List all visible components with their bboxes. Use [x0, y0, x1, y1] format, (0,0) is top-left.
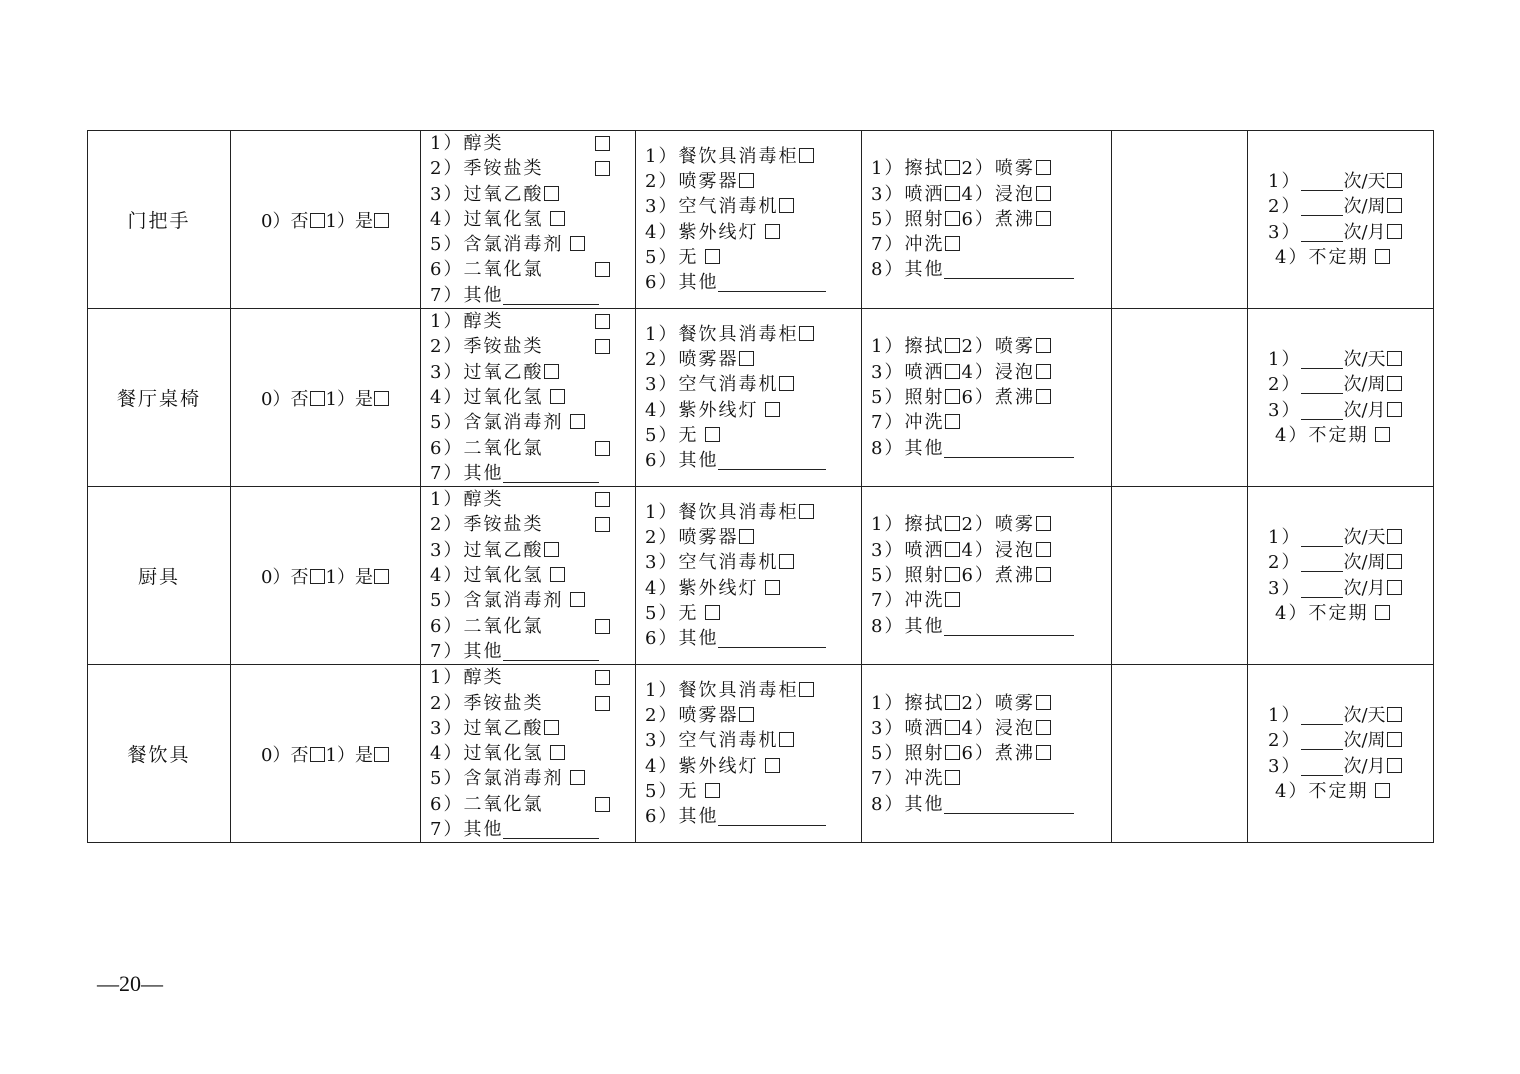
agent-chlorine-option: 5）含氯消毒剂 [430, 232, 635, 257]
frequency-irregular-option: 4）不定期 [1268, 423, 1433, 448]
yes-option-label: 1）是 [325, 566, 373, 588]
agent-other-option: 7）其他 [430, 817, 635, 842]
agent-quaternary-ammonium-option: 2）季铵盐类 [430, 512, 635, 537]
method-rinse-option: 7）冲洗 [871, 410, 1111, 435]
agent-alcohol-option: 1）醇类 [430, 131, 635, 156]
method-soak-checkbox[interactable] [1036, 542, 1051, 557]
agent-peracetic-acid-option: 3）过氧乙酸 [430, 538, 635, 563]
equipment-tableware-cabinet-option: 1）餐饮具消毒柜 [645, 678, 861, 703]
frequency-per-month-option: 3） 次/月 [1268, 398, 1433, 423]
agent-alcohol-option: 1）醇类 [430, 309, 635, 334]
method-sprinkle-soak-option: 3）喷洒 4）浸泡 [871, 182, 1111, 207]
agent-other-input[interactable] [503, 641, 599, 661]
method-soak-checkbox[interactable] [1036, 364, 1051, 379]
agent-peracetic-acid-option: 3）过氧乙酸 [430, 360, 635, 385]
frequency-per-month-checkbox[interactable] [1387, 224, 1402, 239]
agent-peracetic-acid-option: 3）过氧乙酸 [430, 716, 635, 741]
equipment-air-disinfector-checkbox[interactable] [779, 554, 794, 569]
agent-peracetic-acid-option: 3）过氧乙酸 [430, 182, 635, 207]
equipment-uv-lamp-option: 4）紫外线灯 [645, 220, 861, 245]
blank-cell[interactable] [1112, 665, 1248, 843]
method-sprinkle-checkbox[interactable] [945, 186, 960, 201]
no-checkbox[interactable] [310, 391, 325, 406]
agent-quaternary-ammonium-option: 2）季铵盐类 [430, 156, 635, 181]
item-name: 餐饮具 [127, 744, 191, 767]
disinfection-yes-no-cell [231, 665, 421, 843]
frequency-cell [1248, 487, 1434, 665]
method-wipe-checkbox[interactable] [945, 516, 960, 531]
frequency-per-week-checkbox[interactable] [1387, 198, 1402, 213]
frequency-per-day-checkbox[interactable] [1387, 707, 1402, 722]
item-name: 餐厅桌椅 [116, 388, 201, 411]
equipment-other-input[interactable] [718, 806, 826, 826]
equipment-sprayer-checkbox[interactable] [739, 529, 754, 544]
frequency-irregular-checkbox[interactable] [1375, 605, 1390, 620]
agent-peracetic-acid-checkbox[interactable] [544, 364, 559, 379]
equipment-cell [636, 665, 862, 843]
equipment-sprayer-option: 2）喷雾器 [645, 169, 861, 194]
method-other-option: 8）其他 [871, 792, 1111, 817]
frequency-per-week-checkbox[interactable] [1387, 732, 1402, 747]
agent-alcohol-checkbox[interactable] [595, 670, 610, 685]
no-option-label: 0）否 [261, 566, 309, 588]
agent-alcohol-checkbox[interactable] [595, 492, 610, 507]
agent-quaternary-ammonium-checkbox[interactable] [595, 161, 610, 176]
agent-other-input[interactable] [503, 463, 599, 483]
method-sprinkle-soak-option: 3）喷洒 4）浸泡 [871, 538, 1111, 563]
agent-chlorine-option: 5）含氯消毒剂 [430, 588, 635, 613]
equipment-none-option: 5）无 [645, 423, 861, 448]
equipment-uv-lamp-checkbox[interactable] [765, 758, 780, 773]
method-sprinkle-checkbox[interactable] [945, 720, 960, 735]
frequency-per-day-option: 1） 次/天 [1268, 347, 1433, 372]
frequency-per-week-checkbox[interactable] [1387, 376, 1402, 391]
agent-alcohol-checkbox[interactable] [595, 136, 610, 151]
method-rinse-checkbox[interactable] [945, 414, 960, 429]
method-other-input[interactable] [944, 794, 1074, 814]
method-soak-checkbox[interactable] [1036, 186, 1051, 201]
equipment-air-disinfector-option: 3）空气消毒机 [645, 550, 861, 575]
method-irradiate-checkbox[interactable] [945, 745, 960, 760]
agent-other-option: 7）其他 [430, 639, 635, 664]
agent-quaternary-ammonium-checkbox[interactable] [595, 339, 610, 354]
agent-other-input[interactable] [503, 285, 599, 305]
equipment-other-input[interactable] [718, 272, 826, 292]
agent-chlorine-checkbox[interactable] [570, 770, 585, 785]
method-irradiate-checkbox[interactable] [945, 389, 960, 404]
frequency-per-day-option: 1） 次/天 [1268, 525, 1433, 550]
table-row [88, 665, 1434, 843]
method-rinse-checkbox[interactable] [945, 592, 960, 607]
disinfection-survey-table [87, 130, 1434, 843]
method-other-input[interactable] [944, 438, 1074, 458]
frequency-per-week-option: 2） 次/周 [1268, 728, 1433, 753]
frequency-irregular-checkbox[interactable] [1375, 783, 1390, 798]
no-option-label: 0）否 [261, 744, 309, 766]
frequency-per-week-option: 2） 次/周 [1268, 550, 1433, 575]
equipment-uv-lamp-option: 4）紫外线灯 [645, 398, 861, 423]
method-irradiate-boil-option: 5）照射 6）煮沸 [871, 741, 1111, 766]
equipment-none-option: 5）无 [645, 245, 861, 270]
equipment-other-option: 6）其他 [645, 626, 861, 651]
frequency-per-day-input[interactable] [1301, 527, 1343, 547]
equipment-other-input[interactable] [718, 628, 826, 648]
disinfectant-type-cell [421, 487, 636, 665]
method-other-input[interactable] [944, 616, 1074, 636]
method-sprinkle-soak-option: 3）喷洒 4）浸泡 [871, 716, 1111, 741]
frequency-per-month-option: 3） 次/月 [1268, 576, 1433, 601]
equipment-tableware-cabinet-checkbox[interactable] [799, 326, 814, 341]
equipment-tableware-cabinet-checkbox[interactable] [799, 148, 814, 163]
method-boil-checkbox[interactable] [1036, 745, 1051, 760]
equipment-sprayer-checkbox[interactable] [739, 707, 754, 722]
agent-other-option: 7）其他 [430, 461, 635, 486]
method-rinse-checkbox[interactable] [945, 770, 960, 785]
disinfection-yes-no-cell [231, 131, 421, 309]
method-boil-checkbox[interactable] [1036, 567, 1051, 582]
disinfectant-type-cell [421, 309, 636, 487]
frequency-per-week-input[interactable] [1301, 196, 1343, 216]
blank-cell[interactable] [1112, 131, 1248, 309]
method-sprinkle-soak-option: 3）喷洒 4）浸泡 [871, 360, 1111, 385]
disinfection-yes-no-cell [231, 487, 421, 665]
agent-chlorine-checkbox[interactable] [570, 414, 585, 429]
frequency-per-day-checkbox[interactable] [1387, 173, 1402, 188]
frequency-per-month-checkbox[interactable] [1387, 758, 1402, 773]
disinfectant-type-cell [421, 665, 636, 843]
method-irradiate-boil-option: 5）照射 6）煮沸 [871, 385, 1111, 410]
agent-chlorine-dioxide-option: 6）二氧化氯 [430, 436, 635, 461]
method-rinse-option: 7）冲洗 [871, 232, 1111, 257]
frequency-irregular-checkbox[interactable] [1375, 427, 1390, 442]
equipment-other-option: 6）其他 [645, 804, 861, 829]
equipment-air-disinfector-checkbox[interactable] [779, 732, 794, 747]
frequency-per-week-option: 2） 次/周 [1268, 372, 1433, 397]
yes-option-label: 1）是 [325, 388, 373, 410]
blank-cell[interactable] [1112, 309, 1248, 487]
equipment-sprayer-option: 2）喷雾器 [645, 347, 861, 372]
method-soak-checkbox[interactable] [1036, 720, 1051, 735]
frequency-per-month-input[interactable] [1301, 400, 1343, 420]
frequency-per-month-input[interactable] [1301, 222, 1343, 242]
equipment-sprayer-option: 2）喷雾器 [645, 525, 861, 550]
table-body [88, 131, 1434, 843]
method-irradiate-boil-option: 5）照射 6）煮沸 [871, 207, 1111, 232]
method-rinse-option: 7）冲洗 [871, 766, 1111, 791]
equipment-air-disinfector-checkbox[interactable] [779, 198, 794, 213]
frequency-per-week-input[interactable] [1301, 730, 1343, 750]
yes-checkbox[interactable] [374, 391, 389, 406]
agent-peracetic-acid-checkbox[interactable] [544, 720, 559, 735]
yes-checkbox[interactable] [374, 213, 389, 228]
method-cell [862, 309, 1112, 487]
equipment-uv-lamp-checkbox[interactable] [765, 580, 780, 595]
method-wipe-spray-option: 1）擦拭 2）喷雾 [871, 512, 1111, 537]
frequency-per-day-checkbox[interactable] [1387, 351, 1402, 366]
agent-quaternary-ammonium-option: 2）季铵盐类 [430, 691, 635, 716]
yes-option-label: 1）是 [325, 210, 373, 232]
method-cell [862, 487, 1112, 665]
equipment-sprayer-checkbox[interactable] [739, 351, 754, 366]
agent-alcohol-option: 1）醇类 [430, 665, 635, 690]
agent-hydrogen-peroxide-option: 4）过氧化氢 [430, 207, 635, 232]
frequency-per-week-checkbox[interactable] [1387, 554, 1402, 569]
yes-checkbox[interactable] [374, 747, 389, 762]
agent-hydrogen-peroxide-checkbox[interactable] [550, 745, 565, 760]
table-row [88, 487, 1434, 665]
frequency-per-day-input[interactable] [1301, 705, 1343, 725]
equipment-tableware-cabinet-option: 1）餐饮具消毒柜 [645, 322, 861, 347]
equipment-none-checkbox[interactable] [705, 605, 720, 620]
equipment-tableware-cabinet-checkbox[interactable] [799, 682, 814, 697]
agent-quaternary-ammonium-option: 2）季铵盐类 [430, 334, 635, 359]
equipment-other-input[interactable] [718, 450, 826, 470]
equipment-cell [636, 131, 862, 309]
agent-chlorine-option: 5）含氯消毒剂 [430, 766, 635, 791]
agent-chlorine-checkbox[interactable] [570, 592, 585, 607]
no-checkbox[interactable] [310, 213, 325, 228]
equipment-cell [636, 487, 862, 665]
equipment-sprayer-checkbox[interactable] [739, 173, 754, 188]
page-number: —20— [97, 971, 163, 996]
agent-chlorine-dioxide-option: 6）二氧化氯 [430, 614, 635, 639]
equipment-none-option: 5）无 [645, 779, 861, 804]
equipment-air-disinfector-option: 3）空气消毒机 [645, 194, 861, 219]
frequency-irregular-option: 4）不定期 [1268, 601, 1433, 626]
agent-alcohol-checkbox[interactable] [595, 314, 610, 329]
method-rinse-option: 7）冲洗 [871, 588, 1111, 613]
method-wipe-checkbox[interactable] [945, 160, 960, 175]
item-name: 厨具 [137, 566, 180, 589]
frequency-irregular-checkbox[interactable] [1375, 249, 1390, 264]
agent-peracetic-acid-checkbox[interactable] [544, 542, 559, 557]
equipment-none-checkbox[interactable] [705, 783, 720, 798]
item-name-cell [88, 309, 231, 487]
method-wipe-spray-option: 1）擦拭 2）喷雾 [871, 691, 1111, 716]
method-spray-checkbox[interactable] [1036, 695, 1051, 710]
no-checkbox[interactable] [310, 747, 325, 762]
equipment-air-disinfector-checkbox[interactable] [779, 376, 794, 391]
agent-chlorine-dioxide-checkbox[interactable] [595, 441, 610, 456]
yes-checkbox[interactable] [374, 569, 389, 584]
equipment-uv-lamp-checkbox[interactable] [765, 224, 780, 239]
equipment-none-checkbox[interactable] [705, 249, 720, 264]
frequency-per-month-input[interactable] [1301, 756, 1343, 776]
method-other-option: 8）其他 [871, 257, 1111, 282]
equipment-none-checkbox[interactable] [705, 427, 720, 442]
method-wipe-checkbox[interactable] [945, 695, 960, 710]
agent-chlorine-dioxide-checkbox[interactable] [595, 797, 610, 812]
disinfection-yes-no-cell [231, 309, 421, 487]
method-spray-checkbox[interactable] [1036, 516, 1051, 531]
item-name-cell [88, 665, 231, 843]
equipment-cell [636, 309, 862, 487]
frequency-per-day-input[interactable] [1301, 171, 1343, 191]
equipment-uv-lamp-option: 4）紫外线灯 [645, 754, 861, 779]
agent-hydrogen-peroxide-option: 4）过氧化氢 [430, 563, 635, 588]
method-irradiate-checkbox[interactable] [945, 211, 960, 226]
method-irradiate-boil-option: 5）照射 6）煮沸 [871, 563, 1111, 588]
agent-other-input[interactable] [503, 819, 599, 839]
method-cell [862, 131, 1112, 309]
frequency-per-day-input[interactable] [1301, 349, 1343, 369]
frequency-irregular-option: 4）不定期 [1268, 245, 1433, 270]
item-name-cell [88, 131, 231, 309]
no-option-label: 0）否 [261, 388, 309, 410]
method-wipe-spray-option: 1）擦拭 2）喷雾 [871, 334, 1111, 359]
method-other-option: 8）其他 [871, 614, 1111, 639]
method-sprinkle-checkbox[interactable] [945, 364, 960, 379]
frequency-cell [1248, 309, 1434, 487]
equipment-none-option: 5）无 [645, 601, 861, 626]
agent-chlorine-option: 5）含氯消毒剂 [430, 410, 635, 435]
equipment-sprayer-option: 2）喷雾器 [645, 703, 861, 728]
agent-other-option: 7）其他 [430, 283, 635, 308]
frequency-per-month-option: 3） 次/月 [1268, 220, 1433, 245]
agent-quaternary-ammonium-checkbox[interactable] [595, 696, 610, 711]
agent-alcohol-option: 1）醇类 [430, 487, 635, 512]
method-wipe-spray-option: 1）擦拭 2）喷雾 [871, 156, 1111, 181]
frequency-per-day-option: 1） 次/天 [1268, 703, 1433, 728]
agent-hydrogen-peroxide-checkbox[interactable] [550, 211, 565, 226]
method-wipe-checkbox[interactable] [945, 338, 960, 353]
equipment-tableware-cabinet-checkbox[interactable] [799, 504, 814, 519]
equipment-uv-lamp-checkbox[interactable] [765, 402, 780, 417]
no-option-label: 0）否 [261, 210, 309, 232]
equipment-air-disinfector-option: 3）空气消毒机 [645, 728, 861, 753]
method-sprinkle-checkbox[interactable] [945, 542, 960, 557]
frequency-cell [1248, 665, 1434, 843]
method-boil-checkbox[interactable] [1036, 389, 1051, 404]
agent-chlorine-dioxide-checkbox[interactable] [595, 619, 610, 634]
equipment-tableware-cabinet-option: 1）餐饮具消毒柜 [645, 500, 861, 525]
method-rinse-checkbox[interactable] [945, 236, 960, 251]
frequency-per-month-input[interactable] [1301, 578, 1343, 598]
frequency-per-month-checkbox[interactable] [1387, 402, 1402, 417]
frequency-per-week-input[interactable] [1301, 374, 1343, 394]
no-checkbox[interactable] [310, 569, 325, 584]
frequency-irregular-option: 4）不定期 [1268, 779, 1433, 804]
frequency-per-day-option: 1） 次/天 [1268, 169, 1433, 194]
equipment-uv-lamp-option: 4）紫外线灯 [645, 576, 861, 601]
equipment-other-option: 6）其他 [645, 448, 861, 473]
disinfectant-type-cell [421, 131, 636, 309]
frequency-cell [1248, 131, 1434, 309]
agent-hydrogen-peroxide-option: 4）过氧化氢 [430, 385, 635, 410]
frequency-per-day-checkbox[interactable] [1387, 529, 1402, 544]
frequency-per-month-checkbox[interactable] [1387, 580, 1402, 595]
table-row [88, 131, 1434, 309]
agent-quaternary-ammonium-checkbox[interactable] [595, 517, 610, 532]
yes-option-label: 1）是 [325, 744, 373, 766]
agent-chlorine-dioxide-option: 6）二氧化氯 [430, 257, 635, 282]
method-irradiate-checkbox[interactable] [945, 567, 960, 582]
method-boil-checkbox[interactable] [1036, 211, 1051, 226]
agent-hydrogen-peroxide-checkbox[interactable] [550, 567, 565, 582]
frequency-per-week-input[interactable] [1301, 552, 1343, 572]
equipment-air-disinfector-option: 3）空气消毒机 [645, 372, 861, 397]
method-other-option: 8）其他 [871, 436, 1111, 461]
agent-chlorine-checkbox[interactable] [570, 236, 585, 251]
blank-cell[interactable] [1112, 487, 1248, 665]
agent-peracetic-acid-checkbox[interactable] [544, 186, 559, 201]
item-name: 门把手 [127, 210, 191, 233]
frequency-per-week-option: 2） 次/周 [1268, 194, 1433, 219]
table-row [88, 309, 1434, 487]
equipment-other-option: 6）其他 [645, 270, 861, 295]
agent-chlorine-dioxide-option: 6）二氧化氯 [430, 792, 635, 817]
method-cell [862, 665, 1112, 843]
item-name-cell [88, 487, 231, 665]
method-other-input[interactable] [944, 259, 1074, 279]
method-spray-checkbox[interactable] [1036, 160, 1051, 175]
agent-chlorine-dioxide-checkbox[interactable] [595, 262, 610, 277]
agent-hydrogen-peroxide-checkbox[interactable] [550, 389, 565, 404]
equipment-tableware-cabinet-option: 1）餐饮具消毒柜 [645, 144, 861, 169]
agent-hydrogen-peroxide-option: 4）过氧化氢 [430, 741, 635, 766]
frequency-per-month-option: 3） 次/月 [1268, 754, 1433, 779]
method-spray-checkbox[interactable] [1036, 338, 1051, 353]
